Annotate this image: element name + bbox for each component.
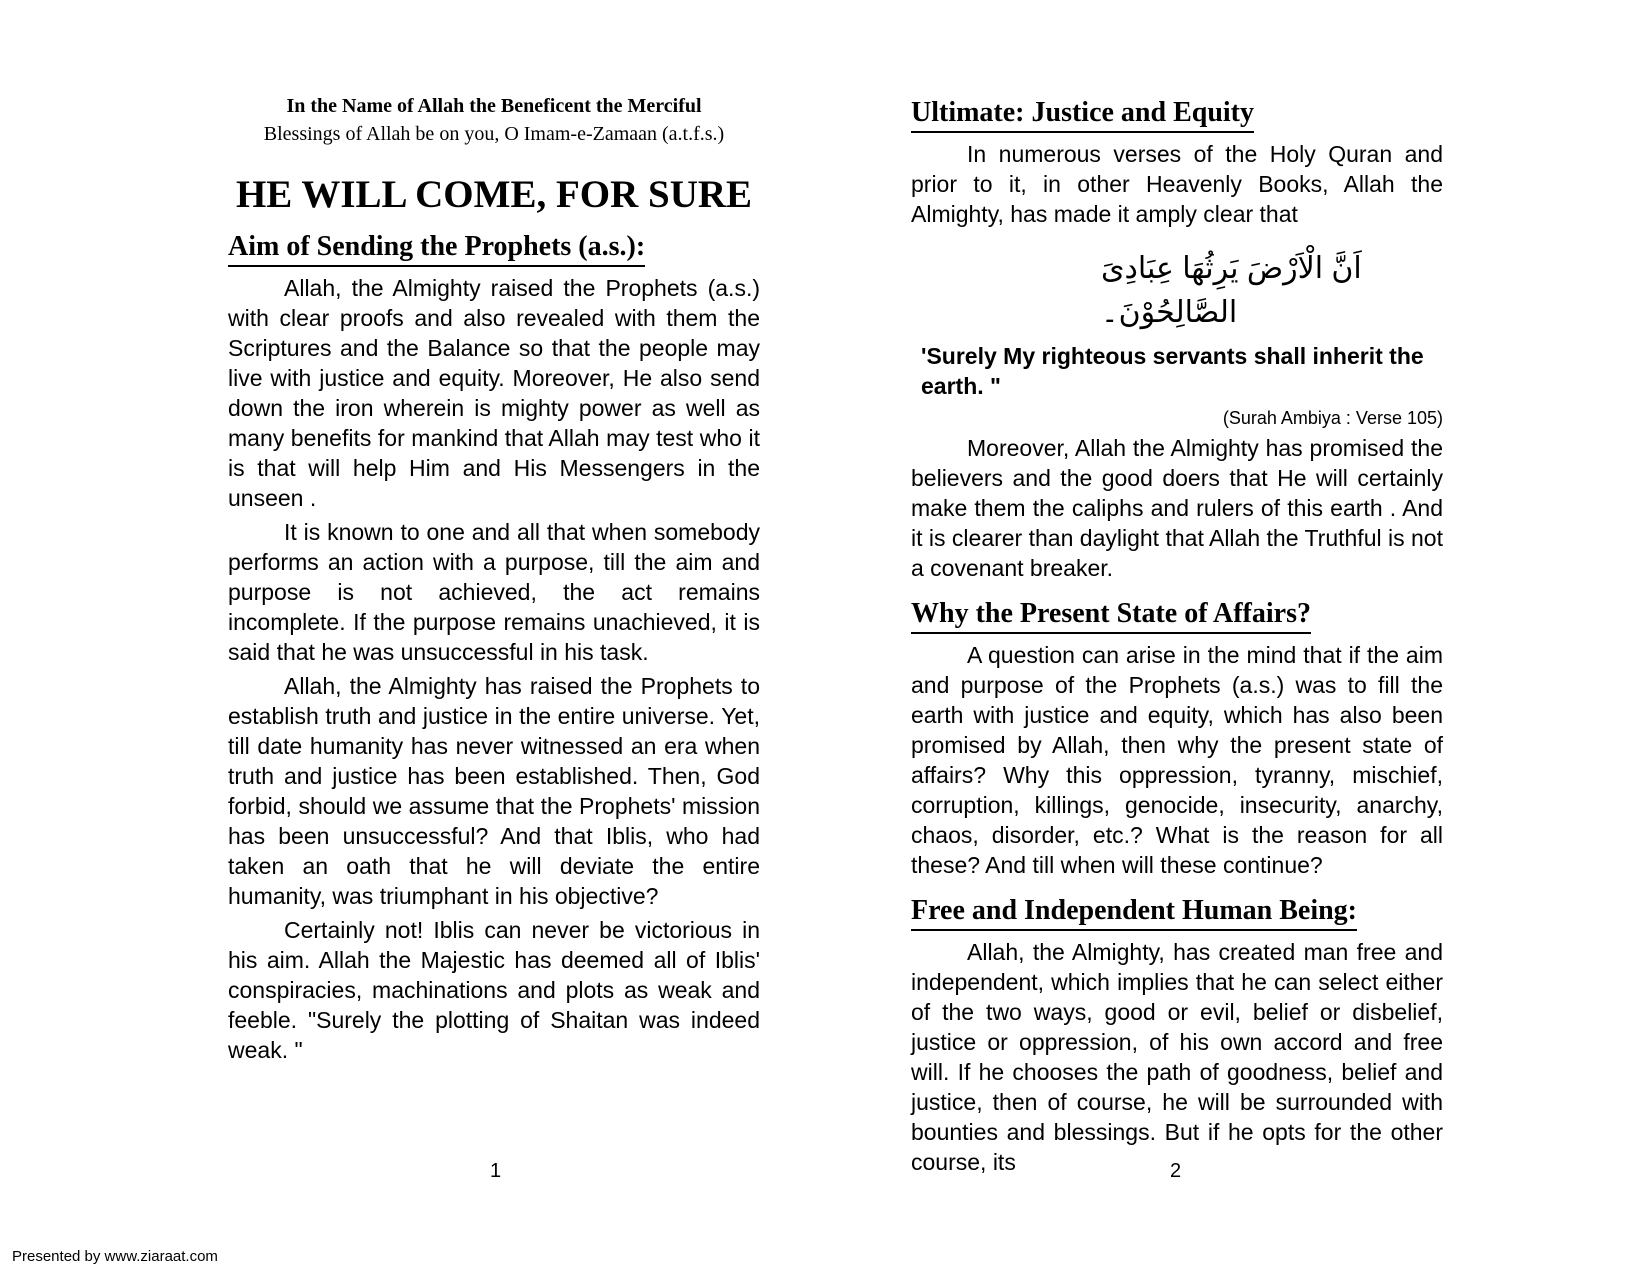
paragraph: Allah, the Almighty has raised the Prophets to establish truth and justice in the entire universe. Yet, till date humanity has never witnessed an era when truth and justice has been established. Then, God forbid, should we assume that the Prophets' mission has been unsuccessful? And that Iblis, who had taken an oath that he will deviate the entire humanity, was triumphant in his objective? xyxy=(228,673,760,909)
page-number: 2 xyxy=(1170,1160,1182,1182)
paragraph: A question can arise in the mind that if the aim and purpose of the Prophets (a.s.) was to fill the earth with justice and equity, which has also been promised by Allah, then why the present state of affairs? Why this oppression, tyranny, mischief, corruption, killings, genocide, insecurity, anarchy, chaos, disorder, etc.? What is the reason for all these? And till when will these continue? xyxy=(911,642,1443,878)
footer-credit: Presented by www.ziaraat.com xyxy=(12,1248,218,1265)
salutation-header: Blessings of Allah be on you, O Imam-e-Zamaan (a.t.f.s.) xyxy=(263,123,725,145)
verse-reference: (Surah Ambiya : Verse 105) xyxy=(1222,408,1443,428)
section-heading-free-human: Free and Independent Human Being: xyxy=(911,894,1357,931)
paragraph: Moreover, Allah the Almighty has promised the believers and the good doers that He will certainly make them the caliphs and rulers of this earth . And it is clearer than daylight that Allah the Truthful is not a covenant breaker. xyxy=(911,435,1443,581)
quran-verse-arabic: اَنَّ الْاَرْضَ يَرِثُهَا عِبَادِىَ الصَّالِحُوْنَ۔ xyxy=(1101,252,1362,329)
paragraph: Certainly not! Iblis can never be victorious in his aim. Allah the Majestic has deemed all of Iblis' conspiracies, machinations and plots as weak and feeble. "Surely the plotting of Shaitan was indeed weak. " xyxy=(228,917,760,1063)
paragraph: Allah, the Almighty, has created man free and independent, which implies that he can select either of the two ways, good or evil, belief or disbelief, justice or oppression, of his own accord and free will. If he chooses the path of goodness, belief and justice, then of course, he will be surrounded with bounties and blessings. But if he opts for the other course, its xyxy=(911,939,1443,1175)
section-heading-aim: Aim of Sending the Prophets (a.s.): xyxy=(228,230,645,267)
left-page xyxy=(228,92,760,1069)
paragraph: Allah, the Almighty raised the Prophets (a.s.) with clear proofs and also revealed with them the Scriptures and the Balance so that the people may live with justice and equity. Moreover, He also send down the iron wherein is mighty power as well as many benefits for mankind that Allah may test who it is that will help Him and His Messengers in the unseen . xyxy=(228,275,760,511)
paragraph: It is known to one and all that when somebody performs an action with a purpose, till the aim and purpose is not achieved, the act remains incomplete. If the purpose remains unachieved, it is said that he was unsuccessful in his task. xyxy=(228,519,760,665)
section-heading-justice: Ultimate: Justice and Equity xyxy=(911,96,1254,133)
page-title: HE WILL COME, FOR SURE xyxy=(235,173,753,216)
page-number: 1 xyxy=(490,1160,502,1182)
paragraph: In numerous verses of the Holy Quran and prior to it, in other Heavenly Books, Allah the Almighty, has made it amply clear that xyxy=(911,141,1443,227)
right-page xyxy=(911,90,1443,1181)
section-heading-present-state: Why the Present State of Affairs? xyxy=(911,597,1311,634)
bismillah-header: In the Name of Allah the Beneficent the Merciful xyxy=(286,95,702,117)
verse-translation: 'Surely My righteous servants shall inherit the earth. " xyxy=(921,343,1424,399)
